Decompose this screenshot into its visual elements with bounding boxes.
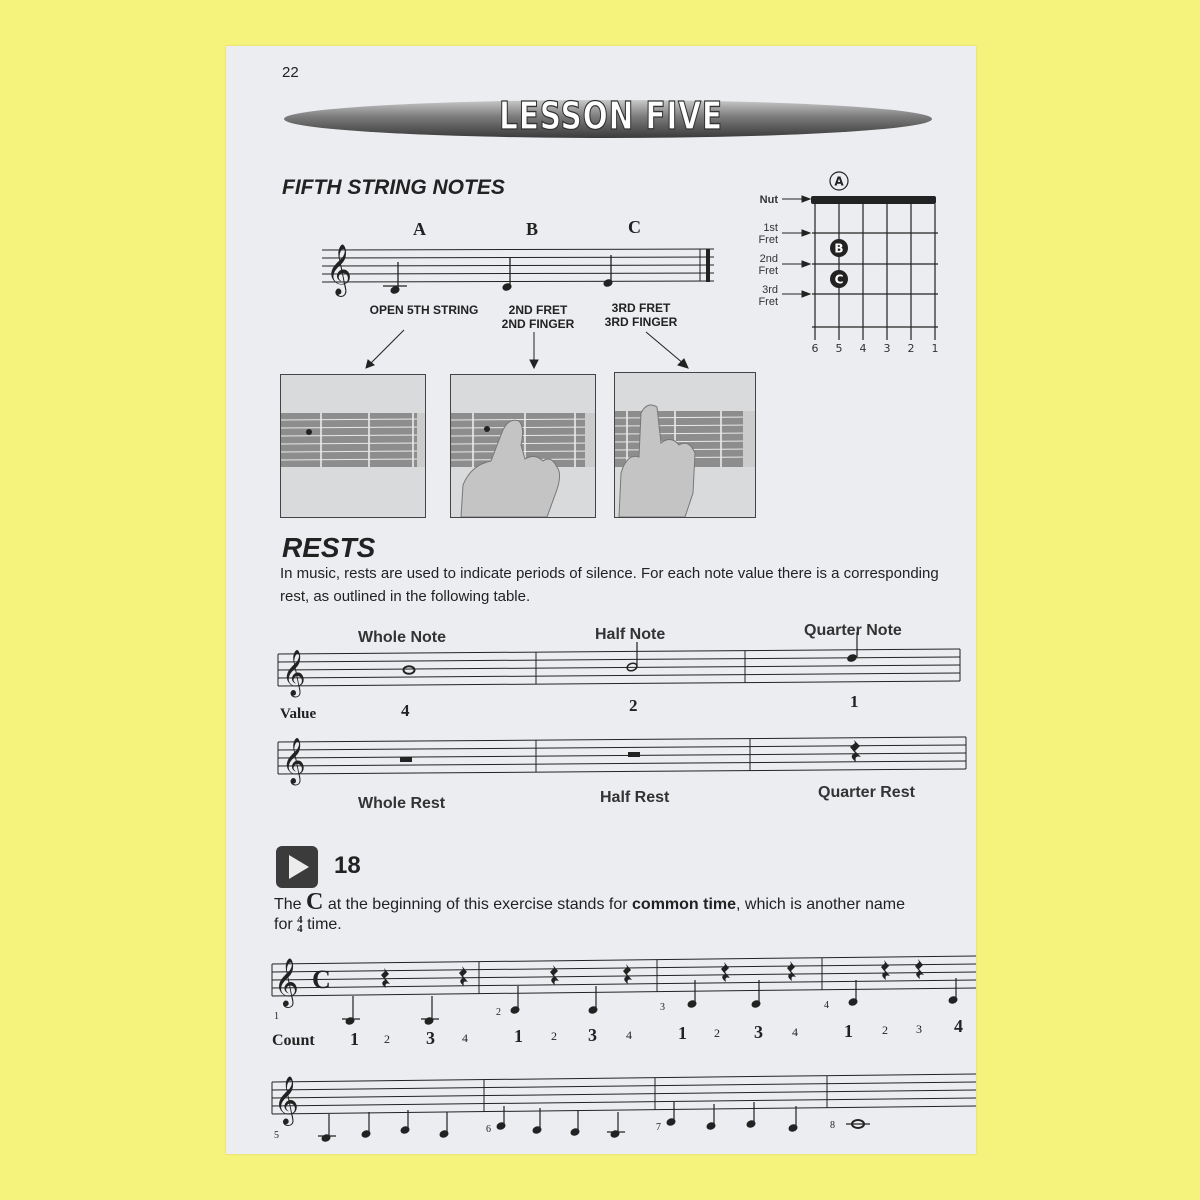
count-3-3: 3 (754, 1022, 763, 1042)
track-number: 18 (334, 852, 361, 879)
dot-b: B (834, 241, 844, 256)
fret-label-1: 1st Fret (758, 222, 778, 246)
quarter-rest-label: Quarter Rest (818, 784, 915, 801)
fret-label-3: 3rd Fret (758, 284, 778, 308)
measure-number-2: 2 (496, 1007, 501, 1018)
caption-a: OPEN 5TH STRING (369, 303, 479, 317)
count-3-2: 2 (714, 1026, 720, 1040)
half-rest-label: Half Rest (600, 789, 670, 806)
quarter-note-value: 1 (850, 692, 859, 711)
count-4-4: 4 (954, 1016, 963, 1036)
count-2-2: 2 (551, 1029, 557, 1043)
fifth-string-heading: FIFTH STRING NOTES (282, 176, 505, 199)
nut-label: Nut (759, 194, 778, 206)
svg-text:𝄞: 𝄞 (282, 738, 306, 784)
svg-text:𝄞: 𝄞 (326, 244, 353, 295)
note-name-c: C (628, 217, 641, 237)
svg-text:𝄞: 𝄞 (274, 957, 299, 1006)
measure-number-3: 3 (660, 1002, 665, 1013)
value-label: Value (280, 706, 317, 722)
rests-heading: RESTS (282, 532, 376, 563)
caption-c: 3RD FRET 3RD FINGER (604, 301, 678, 329)
string-number-4: 4 (859, 342, 867, 355)
play-button[interactable] (276, 846, 318, 888)
string-number-2: 2 (907, 342, 915, 355)
measure-number-1: 1 (274, 1011, 279, 1022)
measure-number-8: 8 (830, 1120, 835, 1131)
count-1-3: 3 (426, 1028, 435, 1048)
whole-rest-label: Whole Rest (358, 795, 446, 812)
string-number-6: 6 (811, 342, 819, 355)
exercise-staff-2 (272, 1062, 976, 1152)
count-4-3: 3 (916, 1022, 922, 1036)
count-2-1: 1 (514, 1026, 523, 1046)
svg-text:𝄞: 𝄞 (274, 1075, 299, 1124)
count-1-1: 1 (350, 1029, 359, 1049)
photo-open-string (280, 374, 426, 518)
svg-text:C: C (312, 965, 331, 994)
count-3-1: 1 (678, 1023, 687, 1043)
time-signature: 4 4 (297, 913, 303, 935)
common-time-symbol: C (306, 889, 324, 915)
measure-number-6: 6 (486, 1124, 491, 1135)
half-note-label: Half Note (595, 626, 666, 643)
caption-b: 2ND FRET 2ND FINGER (501, 303, 575, 331)
half-note-value: 2 (629, 696, 638, 715)
photo-third-fret (614, 372, 756, 518)
svg-text:𝄞: 𝄞 (282, 650, 306, 696)
count-3-4: 4 (792, 1025, 798, 1039)
count-1-2: 2 (384, 1032, 390, 1046)
note-name-a: A (413, 219, 426, 239)
exercise-staff-1 (272, 946, 976, 1036)
whole-note-value: 4 (401, 701, 410, 720)
whole-note-label: Whole Note (358, 629, 446, 646)
note-name-b: B (526, 219, 539, 239)
measure-number-4: 4 (824, 1000, 829, 1011)
string-marker-a: A (834, 174, 844, 189)
string-number-5: 5 (835, 342, 843, 355)
dot-c: C (834, 272, 844, 287)
photo-second-fret (450, 374, 596, 518)
count-label: Count (272, 1032, 315, 1049)
exercise-description: The C at the beginning of this exercise stands for common time, which is another name for 4 4 time. (274, 889, 906, 935)
fret-label-2: 2nd Fret (758, 253, 778, 277)
fret-diagram (782, 172, 942, 355)
pointer-arrows (356, 328, 696, 372)
quarter-note-label: Quarter Note (804, 622, 902, 639)
count-2-3: 3 (588, 1025, 597, 1045)
fifth-string-staff (322, 242, 722, 306)
page-number: 22 (282, 64, 299, 81)
count-4-1: 1 (844, 1021, 853, 1041)
book-page (226, 46, 976, 1154)
note-values-staff (278, 646, 968, 706)
measure-number-7: 7 (656, 1122, 661, 1133)
rests-description: In music, rests are used to indicate periods of silence. For each note value there is a corresponding rest, as outlined in the following table. (280, 565, 939, 605)
string-number-1: 1 (931, 342, 939, 355)
measure-number-5: 5 (274, 1130, 279, 1141)
count-4-2: 2 (882, 1023, 888, 1037)
play-icon (289, 855, 309, 879)
lesson-title: LESSON FIVE (499, 94, 723, 138)
string-number-3: 3 (883, 342, 891, 355)
count-1-4: 4 (462, 1031, 468, 1045)
count-2-4: 4 (626, 1028, 632, 1042)
common-time-term: common time (632, 896, 737, 913)
